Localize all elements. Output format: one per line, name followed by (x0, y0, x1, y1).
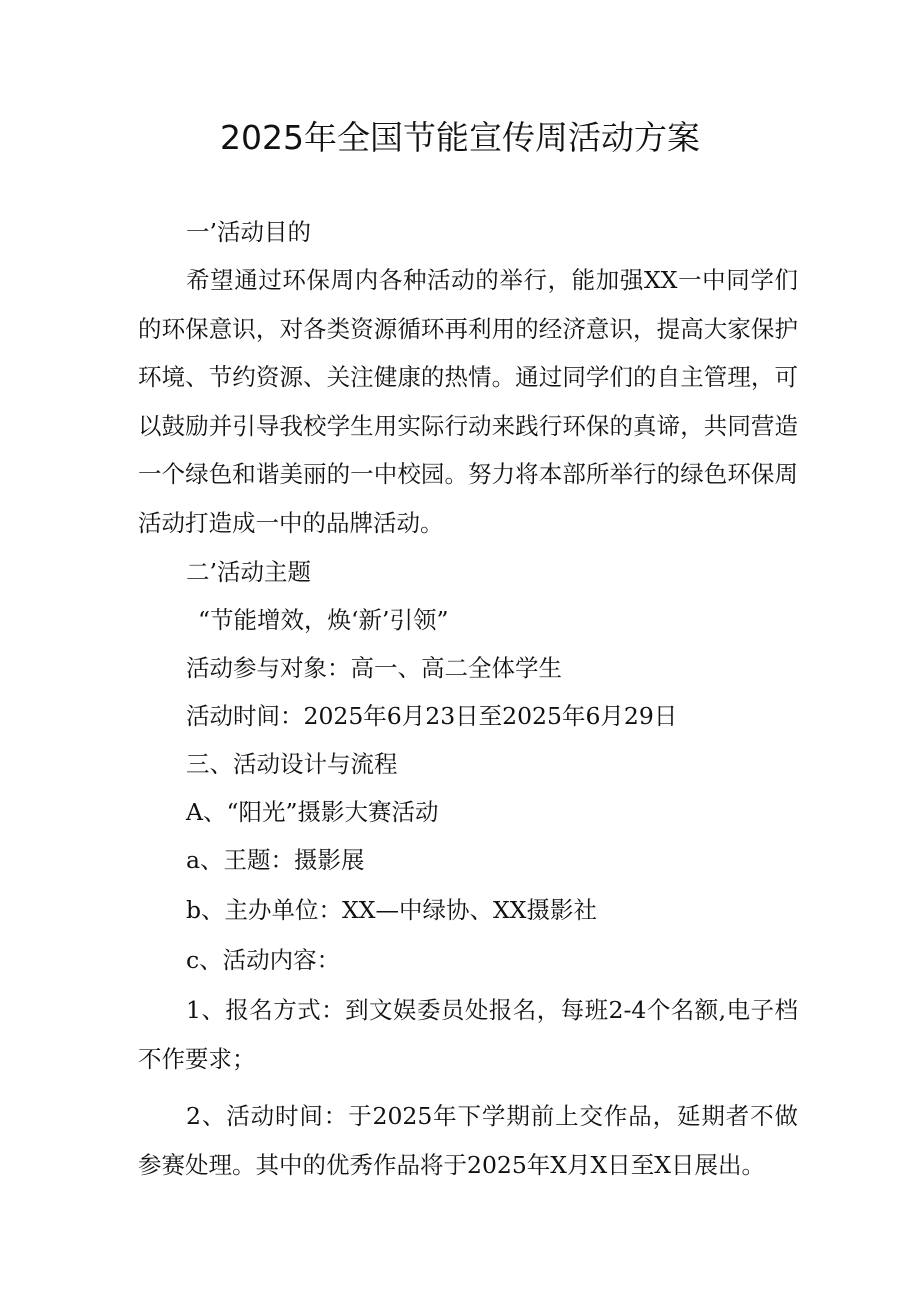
participants-line: 活动参与对象：高一、高二全体学生 (186, 654, 562, 682)
item-a-topic: a、王题：摄影展 (186, 846, 365, 874)
step-2-schedule: 2、活动时间：于2025年下学期前上交作品，延期者不做参赛处理。其中的优秀作品将于2025年X月X日至X日展出。 (138, 1102, 798, 1179)
activity-a-heading: A、“阳光”摄影大赛活动 (186, 798, 439, 826)
section-heading-design: 三、活动设计与流程 (186, 750, 398, 778)
section-heading-purpose: 一’活动目的 (186, 218, 311, 246)
section-heading-theme: 二’活动主题 (186, 558, 311, 586)
time-line: 活动时间：2025年6月23日至2025年6月29日 (186, 702, 678, 730)
item-b-organizer: b、主办单位：XX—中绿协、XX摄影社 (186, 896, 597, 924)
item-c-content: c、活动内容： (186, 946, 341, 974)
purpose-paragraph: 希望通过环保周内各种活动的举行，能加强XX一中同学们的环保意识，对各类资源循环再利用的经济意识，提高大家保护环境、节约资源、关注健康的热情。通过同学们的自主管理，可以鼓励并引导我校学生用实际行动来践行环保的真谛，共同营造一个绿色和谐美丽的一中校园。努力将本部所举行的绿色环保周活动打造成一中的品牌活动。 (138, 266, 798, 537)
step-1-registration: 1、报名方式：到文娱委员处报名，每班2-4个名额,电子档不作要求； (138, 996, 798, 1073)
theme-slogan: “节能增效，焕‘新’引领” (198, 606, 449, 634)
document-title: 2025年全国节能宣传周活动方案 (220, 118, 700, 157)
